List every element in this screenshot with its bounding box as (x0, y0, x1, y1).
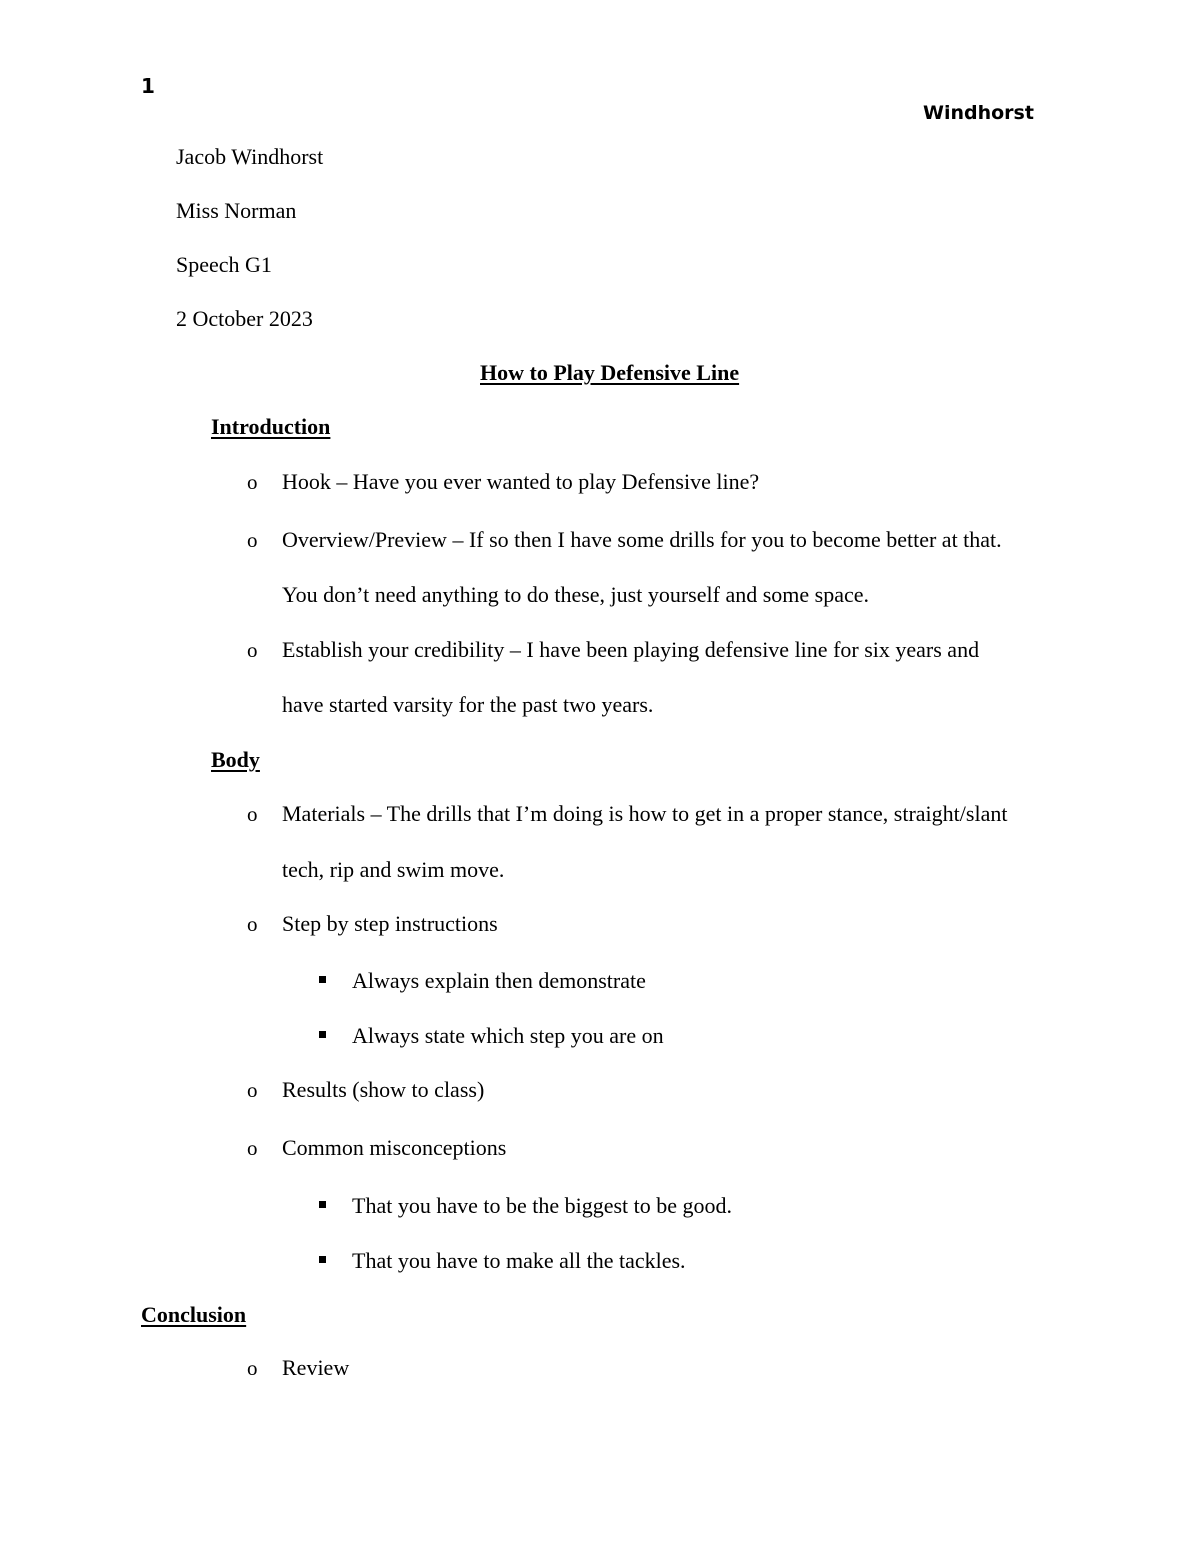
bullet-marker: o (247, 912, 258, 936)
body-steps: Step by step instructions (282, 911, 498, 936)
square-bullet-icon (319, 1256, 326, 1263)
bullet-marker: o (247, 1078, 258, 1102)
bullet-marker: o (247, 1356, 258, 1380)
bullet-marker: o (247, 638, 258, 662)
body-misconceptions-sub-2: That you have to make all the tackles. (352, 1248, 686, 1273)
conclusion-heading: Conclusion (141, 1302, 247, 1327)
square-bullet-icon (319, 1201, 326, 1208)
body-heading: Body (211, 747, 260, 772)
body-steps-sub-1: Always explain then demonstrate (352, 968, 646, 993)
course-name: Speech G1 (176, 252, 272, 277)
intro-overview-line-2: You don’t need anything to do these, just yourself and some space. (282, 582, 869, 607)
document-date: 2 October 2023 (176, 306, 313, 331)
body-steps-sub-2: Always state which step you are on (352, 1023, 664, 1048)
intro-credibility-line-1: Establish your credibility – I have been playing defensive line for six years and (282, 637, 980, 662)
body-materials-line-2: tech, rip and swim move. (282, 857, 505, 882)
bullet-marker: o (247, 1136, 258, 1160)
page-number: 1 (141, 74, 155, 98)
document-title: How to Play Defensive Line (480, 360, 740, 385)
square-bullet-icon (319, 976, 326, 983)
bullet-marker: o (247, 802, 258, 826)
header-surname: Windhorst (923, 102, 1034, 124)
body-misconceptions-sub-1: That you have to be the biggest to be good. (352, 1193, 733, 1218)
body-misconceptions: Common misconceptions (282, 1135, 507, 1160)
introduction-heading: Introduction (211, 414, 331, 439)
teacher-name: Miss Norman (176, 198, 297, 223)
intro-overview-line-1: Overview/Preview – If so then I have some drills for you to become better at that. (282, 527, 1002, 552)
bullet-marker: o (247, 528, 258, 552)
body-results: Results (show to class) (282, 1077, 485, 1102)
intro-hook: Hook – Have you ever wanted to play Defensive line? (282, 469, 760, 494)
conclusion-review: Review (282, 1355, 350, 1380)
student-name: Jacob Windhorst (176, 144, 324, 169)
intro-credibility-line-2: have started varsity for the past two years. (282, 692, 654, 717)
square-bullet-icon (319, 1031, 326, 1038)
bullet-marker: o (247, 470, 258, 494)
body-materials-line-1: Materials – The drills that I’m doing is how to get in a proper stance, straight/slant (282, 801, 1008, 826)
